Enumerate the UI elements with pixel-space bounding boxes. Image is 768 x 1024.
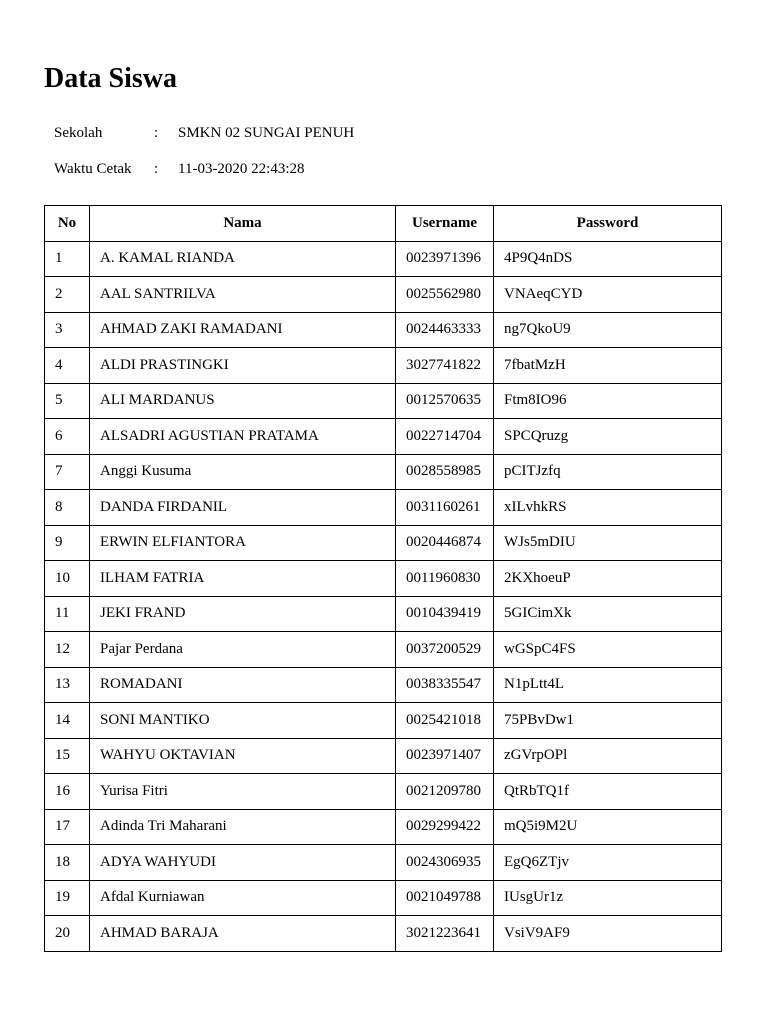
cell-username: 0010439419 [396, 596, 494, 632]
cell-no: 17 [45, 809, 90, 845]
cell-no: 9 [45, 525, 90, 561]
table-row [45, 525, 722, 561]
header-username: Username [396, 206, 494, 242]
table-row [45, 667, 722, 703]
table-row [45, 916, 722, 952]
cell-password: VsiV9AF9 [494, 916, 722, 952]
cell-no: 6 [45, 419, 90, 455]
cell-username: 0012570635 [396, 383, 494, 419]
cell-password: zGVrpOPl [494, 738, 722, 774]
cell-username: 0021209780 [396, 774, 494, 810]
cell-nama: JEKI FRAND [90, 596, 396, 632]
table-row [45, 880, 722, 916]
table-row [45, 774, 722, 810]
print-time-label: Waktu Cetak [54, 161, 132, 177]
cell-password: 2KXhoeuP [494, 561, 722, 597]
cell-nama: DANDA FIRDANIL [90, 490, 396, 526]
cell-password: VNAeqCYD [494, 277, 722, 313]
cell-password: 7fbatMzH [494, 348, 722, 384]
school-separator: : [154, 125, 159, 141]
cell-password: wGSpC4FS [494, 632, 722, 668]
cell-no: 16 [45, 774, 90, 810]
cell-password: IUsgUr1z [494, 880, 722, 916]
cell-nama: AHMAD BARAJA [90, 916, 396, 952]
cell-no: 3 [45, 312, 90, 348]
cell-no: 8 [45, 490, 90, 526]
cell-nama: Anggi Kusuma [90, 454, 396, 490]
cell-username: 0022714704 [396, 419, 494, 455]
cell-no: 12 [45, 632, 90, 668]
cell-nama: AHMAD ZAKI RAMADANI [90, 312, 396, 348]
cell-password: SPCQruzg [494, 419, 722, 455]
cell-username: 0029299422 [396, 809, 494, 845]
table-row [45, 419, 722, 455]
cell-username: 0024306935 [396, 845, 494, 881]
cell-nama: ALDI PRASTINGKI [90, 348, 396, 384]
cell-username: 0021049788 [396, 880, 494, 916]
cell-password: 4P9Q4nDS [494, 241, 722, 277]
print-time-value: 11-03-2020 22:43:28 [178, 161, 305, 177]
cell-password: QtRbTQ1f [494, 774, 722, 810]
cell-nama: Yurisa Fitri [90, 774, 396, 810]
cell-username: 0011960830 [396, 561, 494, 597]
cell-password: EgQ6ZTjv [494, 845, 722, 881]
school-value: SMKN 02 SUNGAI PENUH [178, 125, 355, 141]
cell-username: 0037200529 [396, 632, 494, 668]
cell-nama: ROMADANI [90, 667, 396, 703]
school-label: Sekolah [54, 125, 103, 141]
cell-nama: ILHAM FATRIA [90, 561, 396, 597]
header-no: No [45, 206, 90, 242]
cell-nama: Adinda Tri Maharani [90, 809, 396, 845]
cell-nama: ADYA WAHYUDI [90, 845, 396, 881]
page-title: Data Siswa [44, 63, 178, 94]
cell-username: 0020446874 [396, 525, 494, 561]
cell-username: 3027741822 [396, 348, 494, 384]
table-row [45, 312, 722, 348]
cell-no: 1 [45, 241, 90, 277]
cell-no: 2 [45, 277, 90, 313]
print-time-separator: : [154, 161, 159, 177]
cell-no: 15 [45, 738, 90, 774]
cell-no: 18 [45, 845, 90, 881]
header-nama: Nama [90, 206, 396, 242]
table-row [45, 703, 722, 739]
cell-username: 0023971407 [396, 738, 494, 774]
cell-nama: WAHYU OKTAVIAN [90, 738, 396, 774]
table-row [45, 277, 722, 313]
table-body [45, 241, 722, 951]
cell-password: 75PBvDw1 [494, 703, 722, 739]
cell-no: 14 [45, 703, 90, 739]
student-table [44, 205, 722, 952]
cell-nama: AAL SANTRILVA [90, 277, 396, 313]
cell-password: mQ5i9M2U [494, 809, 722, 845]
table-row [45, 596, 722, 632]
cell-no: 10 [45, 561, 90, 597]
cell-nama: ALI MARDANUS [90, 383, 396, 419]
cell-no: 20 [45, 916, 90, 952]
cell-username: 0028558985 [396, 454, 494, 490]
cell-nama: SONI MANTIKO [90, 703, 396, 739]
table-row [45, 383, 722, 419]
table-row [45, 845, 722, 881]
table-row [45, 241, 722, 277]
header-row [45, 206, 722, 242]
table-row [45, 561, 722, 597]
cell-username: 3021223641 [396, 916, 494, 952]
table-header [45, 206, 722, 242]
table-row [45, 454, 722, 490]
cell-password: 5GICimXk [494, 596, 722, 632]
table-row [45, 490, 722, 526]
table-row [45, 738, 722, 774]
cell-nama: A. KAMAL RIANDA [90, 241, 396, 277]
cell-username: 0031160261 [396, 490, 494, 526]
cell-password: pCITJzfq [494, 454, 722, 490]
table-row [45, 348, 722, 384]
cell-username: 0038335547 [396, 667, 494, 703]
cell-nama: ERWIN ELFIANTORA [90, 525, 396, 561]
cell-password: N1pLtt4L [494, 667, 722, 703]
cell-username: 0025421018 [396, 703, 494, 739]
table-row [45, 809, 722, 845]
cell-username: 0023971396 [396, 241, 494, 277]
cell-username: 0025562980 [396, 277, 494, 313]
cell-nama: ALSADRI AGUSTIAN PRATAMA [90, 419, 396, 455]
header-password: Password [494, 206, 722, 242]
cell-no: 5 [45, 383, 90, 419]
cell-no: 4 [45, 348, 90, 384]
cell-nama: Pajar Perdana [90, 632, 396, 668]
table-row [45, 632, 722, 668]
cell-no: 13 [45, 667, 90, 703]
cell-no: 19 [45, 880, 90, 916]
cell-password: xILvhkRS [494, 490, 722, 526]
cell-nama: Afdal Kurniawan [90, 880, 396, 916]
cell-no: 11 [45, 596, 90, 632]
cell-no: 7 [45, 454, 90, 490]
cell-password: WJs5mDIU [494, 525, 722, 561]
cell-password: ng7QkoU9 [494, 312, 722, 348]
cell-username: 0024463333 [396, 312, 494, 348]
cell-password: Ftm8IO96 [494, 383, 722, 419]
